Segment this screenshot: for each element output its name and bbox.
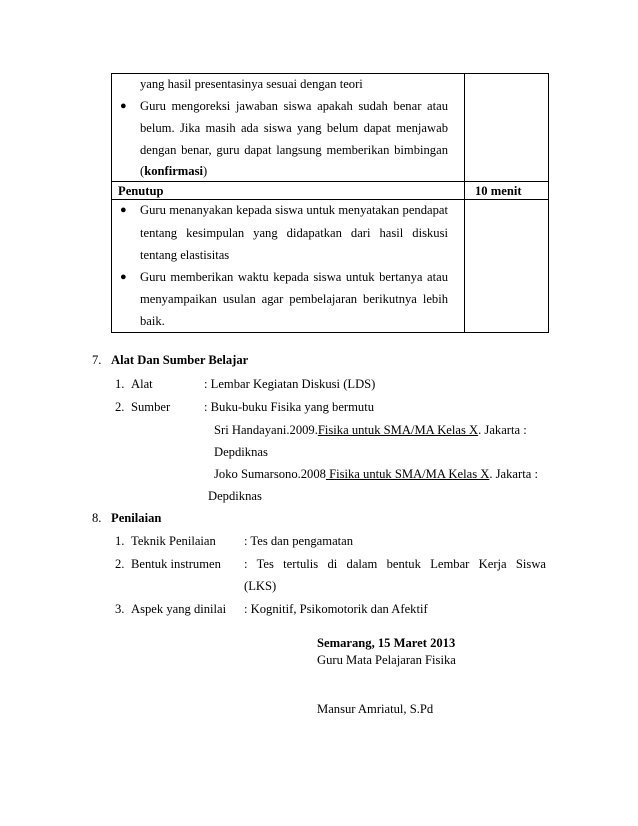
table-text-line: dengan benar, guru dapat langsung memberikan bimbingan [140, 143, 448, 157]
list-number: 3. [115, 602, 125, 616]
list-number: 1. [115, 534, 125, 548]
reference-1-publisher: Depdiknas [214, 445, 268, 459]
signature-name: Mansur Amriatul, S.Pd [317, 702, 434, 716]
penilaian-value: : Kognitif, Psikomotorik dan Afektif [244, 602, 428, 616]
table-text-line: tentang kesimpulan yang didapatkan dari hasil diskusi [140, 226, 448, 240]
table-text-line: tentang elastisitas [140, 248, 230, 262]
penilaian-value: : Tes tertulis di dalam bentuk Lembar Kerja Siswa [244, 557, 546, 571]
table-row-divider [111, 199, 549, 200]
reference-2-publisher: Depdiknas [208, 489, 262, 503]
table-border-bottom [111, 332, 549, 333]
signature-place-date: Semarang, 15 Maret 2013 [317, 636, 456, 650]
table-text-line: yang hasil presentasinya sesuai dengan teori [140, 77, 363, 91]
penilaian-value-cont: (LKS) [244, 579, 277, 593]
alat-label: Alat [131, 377, 153, 391]
section-title: Penilaian [111, 511, 162, 525]
penilaian-label: Bentuk instrumen [131, 557, 221, 571]
bullet-icon: ● [120, 271, 127, 283]
penilaian-value: : Tes dan pengamatan [244, 534, 354, 548]
table-column-divider [464, 73, 465, 333]
table-text-line: baik. [140, 314, 165, 328]
table-border-right [548, 73, 549, 333]
reference-2: Joko Sumarsono.2008 Fisika untuk SMA/MA Kelas X. Jakarta : [214, 467, 538, 481]
table-text-line: Guru menanyakan kepada siswa untuk menyatakan pendapat [140, 203, 448, 217]
penilaian-label: Teknik Penilaian [131, 534, 216, 548]
list-number: 2. [115, 400, 125, 414]
list-number: 1. [115, 377, 125, 391]
section-number: 7. [92, 353, 102, 367]
signature-role: Guru Mata Pelajaran Fisika [317, 653, 456, 667]
penutup-time: 10 menit [475, 184, 522, 198]
reference-1: Sri Handayani.2009.Fisika untuk SMA/MA Kelas X. Jakarta : [214, 423, 527, 437]
table-text-line: belum. Jika masih ada siswa yang belum dapat menjawab [140, 121, 448, 135]
table-text-line: Guru memberikan waktu kepada siswa untuk bertanya atau [140, 270, 448, 284]
sumber-label: Sumber [131, 400, 171, 414]
section-title: Alat Dan Sumber Belajar [111, 353, 249, 367]
table-row-divider [111, 181, 549, 182]
sumber-value: : Buku-buku Fisika yang bermutu [204, 400, 375, 414]
penutup-label: Penutup [118, 184, 164, 198]
bullet-icon: ● [120, 100, 127, 112]
section-number: 8. [92, 511, 102, 525]
bullet-icon: ● [120, 204, 127, 216]
konfirmasi-text: (konfirmasi) [140, 164, 208, 178]
penilaian-label: Aspek yang dinilai [131, 602, 227, 616]
alat-value: : Lembar Kegiatan Diskusi (LDS) [204, 377, 376, 391]
table-text-line: menyampaikan usulan agar pembelajaran berikutnya lebih [140, 292, 448, 306]
lesson-activity-table [111, 73, 549, 333]
table-text-line: Guru mengoreksi jawaban siswa apakah sudah benar atau [140, 99, 448, 113]
table-border-top [111, 73, 549, 74]
table-border-left [111, 73, 112, 333]
list-number: 2. [115, 557, 125, 571]
